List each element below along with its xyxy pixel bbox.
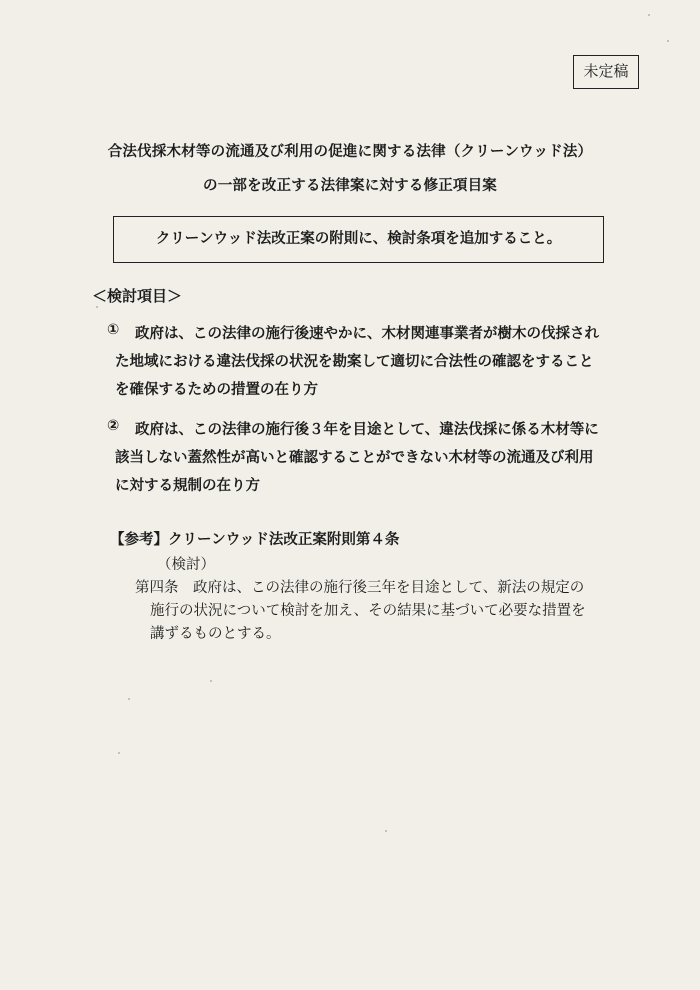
reference-heading: 【参考】クリーンウッド法改正案附則第４条 bbox=[110, 532, 400, 548]
title-line-2: の一部を改正する法律案に対する修正項目案 bbox=[203, 178, 497, 194]
scan-speck bbox=[210, 680, 212, 682]
scan-speck bbox=[96, 306, 98, 308]
scan-speck bbox=[385, 830, 387, 832]
reference-caption: （検討） bbox=[157, 557, 215, 573]
reference-text-line: 施行の状況について検討を加え、その結果に基づいて必要な措置を bbox=[150, 603, 586, 619]
item-line: に対する規制の在り方 bbox=[115, 478, 260, 494]
item-number: ① bbox=[107, 322, 120, 338]
reference-text-line: 講ずるものとする。 bbox=[150, 626, 281, 642]
item-line: 該当しない蓋然性が高いと確認することができない木材等の流通及び利用 bbox=[115, 450, 594, 466]
scan-speck bbox=[118, 752, 120, 754]
item-line: 政府は、この法律の施行後３年を目途として、違法伐採に係る木材等に bbox=[135, 422, 599, 438]
item-number: ② bbox=[107, 418, 120, 434]
title-line-1: 合法伐採木材等の流通及び利用の促進に関する法律（クリーンウッド法） bbox=[107, 144, 593, 160]
scan-speck bbox=[128, 698, 130, 700]
reference-text-line: 第四条 政府は、この法律の施行後三年を目途として、新法の規定の bbox=[135, 580, 585, 596]
section-heading: ＜検討項目＞ bbox=[92, 287, 183, 305]
item-line: 政府は、この法律の施行後速やかに、木材関連事業者が樹木の伐採され bbox=[135, 326, 599, 342]
item-line: を確保するための措置の在り方 bbox=[115, 382, 318, 398]
scan-speck bbox=[648, 14, 650, 16]
scan-speck bbox=[667, 40, 669, 42]
summary-box: クリーンウッド法改正案の附則に、検討条項を追加すること。 bbox=[113, 216, 604, 263]
draft-stamp: 未定稿 bbox=[573, 55, 639, 89]
item-line: た地域における違法伐採の状況を勘案して適切に合法性の確認をすること bbox=[115, 354, 594, 370]
